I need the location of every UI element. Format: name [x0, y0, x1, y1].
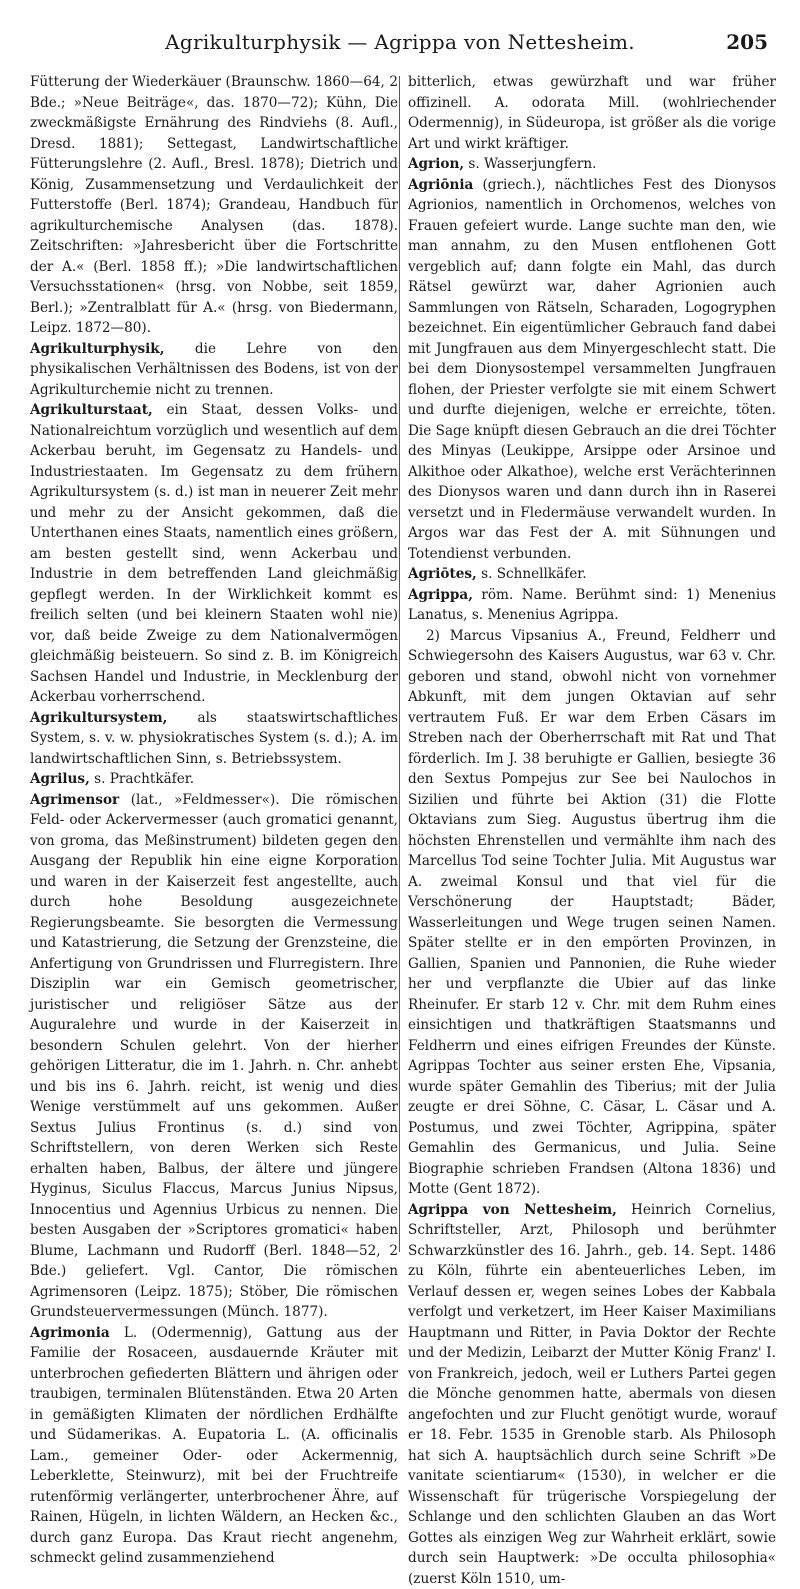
entry-headword: Agrimensor	[30, 792, 119, 808]
entry-headword: Agrion,	[408, 156, 464, 172]
entry-agrikulturphysik	[30, 339, 398, 401]
entry-text: Fütterung der Wiederkäuer (Braunschw. 1860—64, 2 Bde.; »Neue Beiträge«, das. 1870—72); Kühn, Die zweckmäßigste Ernährung des Rindviehs (8. Aufl., Dresd. 1881); Settegast, Landwirtschaftliche Fütterungslehre (2. Aufl., Bresl. 1878); Dietrich und König, Zusammensetzung und Verdaulichkeit der Futterstoffe (Berl. 1874); Grandeau, Handbuch für agrikulturchemische Analysen (das. 1878). Zeitschriften: »Jahresbericht über die Fortschritte der A.« (Berl. 1858 ff.); »Die landwirtschaftlichen Versuchsstationen« (hrsg. von Nobbe, seit 1859, Berl.); »Zentralblatt für A.« (hrsg. von Biedermann, Leipz. 1872—80).	[30, 74, 398, 336]
entry-continuation	[408, 72, 776, 154]
entry-text: ein Staat, dessen Volks- und Nationalreichtum vorzüglich und wesentlich auf dem Ackerbau beruht, im Gegensatz zu Handels- und Industriestaaten. Im Gegensatz zu dem frühern Agrikultursystem (s. d.) ist man in neuerer Zeit mehr und mehr zu der Ansicht gekommen, daß die Unterthanen eines Staats, namentlich eines größern, am besten gestellt sind, wenn Ackerbau und Industrie in dem betreffenden Land gleichmäßig gepflegt werden. In der Wirklichkeit kommt es freilich selten (und bei kleinern Staaten wohl nie) vor, daß beide Zweige zu dem Nationalvermögen gleichmäßig beisteuern. So sind z. B. im Königreich Sachsen Handel und Industrie, in Mecklenburg der Ackerbau vorherrschend.	[30, 402, 398, 705]
entry-text: (lat., »Feldmesser«). Die römischen Feld- oder Ackervermesser (auch gromatici genannt, von groma, das Meßinstrument) bildeten gegen den Ausgang der Republik hin eine eigne Korporation und waren in der Kaiserzeit fest angestellte, auch durch hohe Besoldung ausgezeichnete Regierungsbeamte. Sie besorgten die Vermessung und Katastrierung, die Setzung der Grenzsteine, die Anfertigung von Grundrissen und Flurregistern. Ihre Disziplin war ein Gemisch geometrischer, juristischer und religiöser Sätze aus der Auguralehre und wurde in der Kaiserzeit in besondern Schulen gelehrt. Von der hierher gehörigen Litteratur, die im 1. Jahrh. n. Chr. anhebt und bis ins 6. Jahrh. reicht, ist wenig und dies Wenige verstümmelt auf uns gekommen. Außer Sextus Julius Frontinus (s. d.) sind von Schriftstellern, von deren Werken sich Reste erhalten haben, Balbus, der ältere und jüngere Hyginus, Siculus Flaccus, Marcus Junius Nipsus, Innocentius und Agennius Urbicus zu nennen. Die besten Ausgaben der »Scriptores gromatici« haben Blume, Lachmann und Rudorff (Berl. 1848—52, 2 Bde.) geliefert. Vgl. Cantor, Die römischen Agrimensoren (Leipz. 1875); Stöber, Die römischen Grundsteuervermessungen (Münch. 1877).	[30, 792, 398, 1321]
entry-text: s. Wasserjungfern.	[464, 156, 596, 172]
running-title: Agrikulturphysik — Agrippa von Nettesheim.	[0, 30, 800, 54]
entry-headword: Agriōnia	[408, 177, 473, 193]
entry-headword: Agrikultursystem,	[30, 710, 167, 726]
entry-headword: Agrippa,	[408, 587, 473, 603]
entry-headword: Agrikulturphysik,	[30, 341, 164, 357]
entry-headword: Agrippa von Nettesheim,	[408, 1202, 617, 1218]
entry-agrippa	[408, 585, 776, 626]
entry-text: als staatswirtschaftliches System, s. v. w. physiokratisches System (s. d.); A. im landwirtschaftlichen Sinn, s. Betriebssystem.	[30, 710, 398, 767]
entry-text: 2) Marcus Vipsanius A., Freund, Feldherr und Schwiegersohn des Kaisers Augustus, war 63 v. Chr. geboren und stand, obwohl nicht von vornehmer Abkunft, mit dem jungen Oktavian auf sehr vertrautem Fuß. Er war dem Erben Cäsars im Streben nach der Oberherrschaft mit Rat und That förderlich. Im J. 38 beruhigte er Gallien, besiegte 36 den Sextus Pompejus zur See bei Naulochos in Sizilien und führte bei Aktion (31) die Flotte Oktavians zum Sieg. Augustus übertrug ihm die höchsten Ehrenstellen und vermählte ihm nach des Marcellus Tod seine Tochter Julia. Mit Augustus war A. zweimal Konsul und that viel für die Verschönerung der Hauptstadt; Bäder, Wasserleitungen und Wege trugen seinen Namen. Später stellte er in den empörten Provinzen, in Gallien, Spanien und Pannonien, die Ruhe wieder her und verpflanzte die Ubier auf das linke Rheinufer. Er starb 12 v. Chr. mit dem Ruhm eines einsichtigen und thatkräftigen Staatsmanns und Feldherrn und eines eifrigen Freundes der Künste. Agrippas Tochter aus seiner ersten Ehe, Vipsania, wurde später Gemahlin des Tiberius; mit der Julia zeugte er drei Söhne, C. Cäsar, L. Cäsar und A. Postumus, und zwei Töchter, Agrippina, später Gemahlin des Germanicus, und Julia. Seine Biographie schrieben Frandsen (Altona 1836) und Motte (Gent 1872).	[408, 628, 776, 1198]
page-header	[0, 30, 800, 64]
entry-agrikulturstaat	[30, 400, 398, 708]
page-number: 205	[726, 30, 768, 54]
entry-headword: Agrikulturstaat,	[30, 402, 153, 418]
entry-agrionia	[408, 175, 776, 565]
entry-headword: Agrilus,	[30, 771, 90, 787]
right-column	[408, 72, 776, 1589]
entry-text: Heinrich Cornelius, Schriftsteller, Arzt, Philosoph und berühmter Schwarzkünstler des 16. Jahrh., geb. 14. Sept. 1486 zu Köln, führte ein abenteuerliches Leben, im Verlauf dessen er, wegen seines Lobes der Kabbala verfolgt und verketzert, im Heer Kaiser Maximilians Hauptmann und Ritter, in Pavia Doktor der Rechte und der Medizin, Leibarzt der Mutter König Franz' I. von Frankreich, jedoch, weil er Luthers Partei gegen die Mönche genommen hatte, abermals von diesen angefochten und zur Flucht genötigt wurde, worauf er 18. Febr. 1535 in Grenoble starb. Als Philosoph hat sich A. hauptsächlich durch seine Schrift »De vanitate scientiarum« (1530), in welcher er die Wissenschaft für trügerische Vorspiegelung der Schlange und den schlichten Glauben an das Wort Gottes als einzigen Weg zur Wahrheit erklärt, sowie durch sein Hauptwerk: »De occulta philosophia« (zuerst Köln 1510, um-	[408, 1202, 776, 1587]
entry-continuation	[30, 72, 398, 339]
entry-text: röm. Name. Berühmt sind: 1) Menenius Lanatus, s. Menenius Agrippa.	[408, 587, 776, 624]
left-column	[30, 72, 398, 1569]
entry-agrimonia	[30, 1323, 398, 1569]
entry-agrimensor	[30, 790, 398, 1323]
entry-text: s. Prachtkäfer.	[90, 771, 194, 787]
entry-text: (griech.), nächtliches Fest des Dionysos Agrionios, namentlich in Orchomenos, welches von Frauen gefeiert wurde. Lange suchte man den, wie man annahm, zu den Musen entflohenen Gott vergeblich auf; dann folgte ein Mahl, das durch Rätsel gewürzt war, daher Agrionien auch Sammlungen von Rätseln, Scharaden, Logogryphen bezeichnet. Ein eigentümlicher Gebrauch fand dabei mit Jungfrauen aus dem Minyergeschlecht statt. Die bei dem Dionysostempel versammelten Jungfrauen flohen, der Priester verfolgte sie mit einem Schwert und durfte diejenigen, welche er erreichte, töten. Die Sage knüpft diesen Gebrauch an die drei Töchter des Minyas (Leukippe, Arsippe oder Arsinoe und Alkithoe oder Alkathoe), welche erst Verächterinnen des Dionysos waren und dann durch ihn in Raserei versetzt und in Fledermäuse verwandelt wurden. In Argos war das Fest der A. mit Sühnungen und Totendienst verbunden.	[408, 177, 776, 562]
entry-agrikultursystem	[30, 708, 398, 770]
entry-text: die Lehre von den physikalischen Verhältnissen des Bodens, ist von der Agrikulturchemie nicht zu trennen.	[30, 341, 398, 398]
entry-text: L. (Odermennig), Gattung aus der Familie der Rosaceen, ausdauernde Kräuter mit unterbrochen gefiederten Blättern und ährigen oder traubigen, terminalen Blütenständen. Etwa 20 Arten in gemäßigten Klimaten der nördlichen Erdhälfte und Südamerikas. A. Eupatoria L. (A. officinalis Lam., gemeiner Oder- oder Ackermennig, Leberklette, Steinwurz), mit bei der Fruchtreife rutenförmig verlängerter, unterbrochener Ähre, auf Rainen, Hügeln, in lichten Wäldern, an Hecken &c., durch ganz Europa. Das Kraut riecht angenehm, schmeckt gelind zusammenziehend	[30, 1325, 398, 1567]
entry-agrippa-2	[408, 626, 776, 1200]
entry-agrion	[408, 154, 776, 175]
entry-headword: Agriōtes,	[408, 566, 477, 582]
entry-text: s. Schnellkäfer.	[477, 566, 587, 582]
entry-agrippa-von-nettesheim	[408, 1200, 776, 1589]
entry-headword: Agrimonia	[30, 1325, 110, 1341]
entry-agriotes	[408, 564, 776, 585]
entry-text: bitterlich, etwas gewürzhaft und war früher offizinell. A. odorata Mill. (wohlriechender Odermennig), in Südeuropa, ist größer als die vorige Art und wirkt kräftiger.	[408, 74, 776, 152]
entry-agrilus	[30, 769, 398, 790]
column-divider	[399, 76, 400, 1252]
